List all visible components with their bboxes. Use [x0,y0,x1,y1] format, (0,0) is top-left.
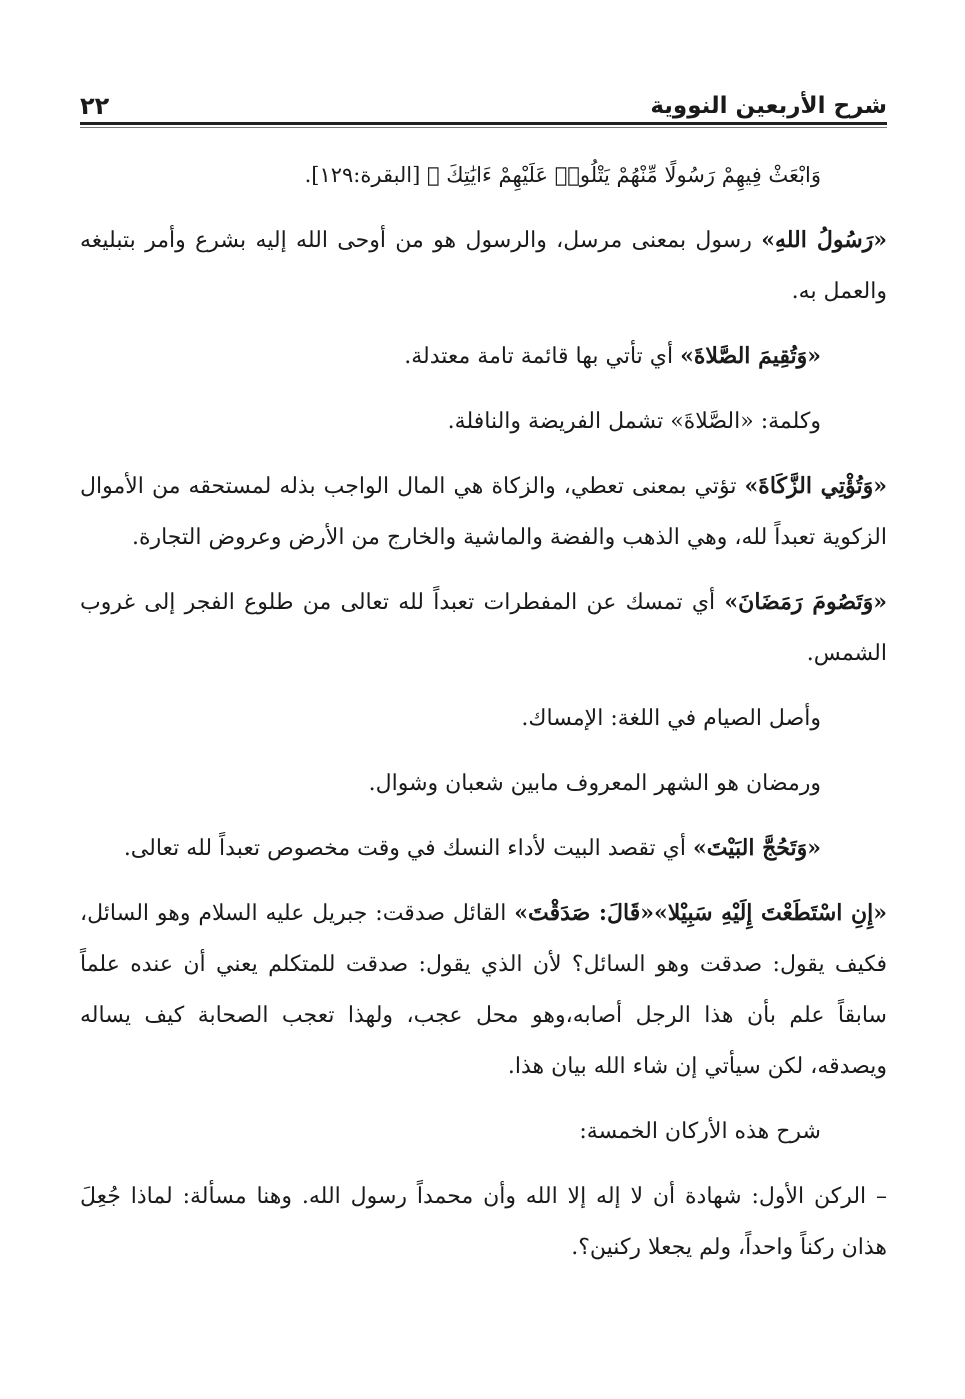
running-title: شرح الأربعين النووية [650,93,887,119]
hadith-term: «وَتُؤْتِي الزَّكَاةَ» [744,473,887,499]
header-rule-thin [80,127,887,128]
paragraph-text: أي تمسك عن المفطرات تعبداً لله تعالى من طلوع الفجر إلى غروب الشمس. [80,590,887,666]
paragraph-zakah [80,461,887,563]
paragraph-text: القائل صدقت: جبريل عليه السلام وهو السائل، فكيف يقول: صدقت وهو السائل؟ لأن الذي يقول: صدقت للمتكلم يعني أن عنده علماً سابقاً علم بأن هذا الرجل أصابه،وهو محل عجب، ولهذا تعجب الصحابة كيف يساله ويصدقه، لكن سيأتي إن شاء الله بيان هذا. [80,901,887,1079]
paragraph-sawm [80,577,887,679]
paragraph-text: أي تقصد البيت لأداء النسك في وقت مخصوص تعبداً لله تعالى. [123,836,693,861]
paragraph-ramadan [80,758,887,809]
paragraph-text: وكلمة: «الصَّلاةَ» تشمل الفريضة والنافلة. [447,409,821,434]
page-body [80,150,887,1287]
paragraph-text: أي تأتي بها قائمة تامة معتدلة. [404,344,681,369]
paragraph-text: وأصل الصيام في اللغة: الإمساك. [521,706,821,731]
page-header [80,76,887,118]
paragraph-text: رسول بمعنى مرسل، والرسول هو من أوحى الله إليه بشرع وأمر بتبليغه والعمل به. [80,228,887,304]
hadith-term: «وَتُقِيمَ الصَّلاةَ» [680,343,821,369]
paragraph-text: ورمضان هو الشهر المعروف مابين شعبان وشوال. [368,771,821,796]
page-number: ٢٢ [80,92,110,120]
paragraph-salah-word [80,396,887,447]
paragraph-text: وَابْعَثْ فِيهِمْ رَسُولًا مِّنْهُمْ يَتْلُوا۟ عَلَيْهِمْ ءَايَٰتِكَ ﴾ [البقرة:١٢٩]. [304,163,821,187]
paragraph-siyam-origin [80,693,887,744]
paragraph-salah [80,331,887,382]
paragraph-rasool [80,215,887,317]
paragraph-sadaqta [80,888,887,1092]
paragraph-text: – الركن الأول: شهادة أن لا إله إلا الله وأن محمداً رسول الله. وهنا مسألة: لماذا جُعِلَ هذان ركناً واحداً، ولم يجعلا ركنين؟. [80,1184,887,1260]
hadith-term: «إِنِ اسْتَطَعْتَ إِلَيْهِ سَبِيْلا»«قَالَ: صَدَقْتَ» [514,900,887,926]
quran-verse [80,150,887,201]
hadith-term: «رَسُولُ اللهِ» [761,227,887,253]
hadith-term: «وَتَحُجَّ البَيْتَ» [692,835,821,861]
paragraph-rukn-1 [80,1171,887,1273]
paragraph-text: شرح هذه الأركان الخمسة: [579,1119,821,1144]
section-heading [80,1106,887,1157]
paragraph-hajj [80,823,887,874]
header-rule [80,122,887,125]
hadith-term: «وَتَصُومَ رَمَضَانَ» [724,589,887,615]
paragraph-text: تؤتي بمعنى تعطي، والزكاة هي المال الواجب بذله لمستحقه من الأموال الزكوية تعبداً لله، وهي الذهب والفضة والماشية والخارج من الأرض وعروض التجارة. [80,474,887,550]
